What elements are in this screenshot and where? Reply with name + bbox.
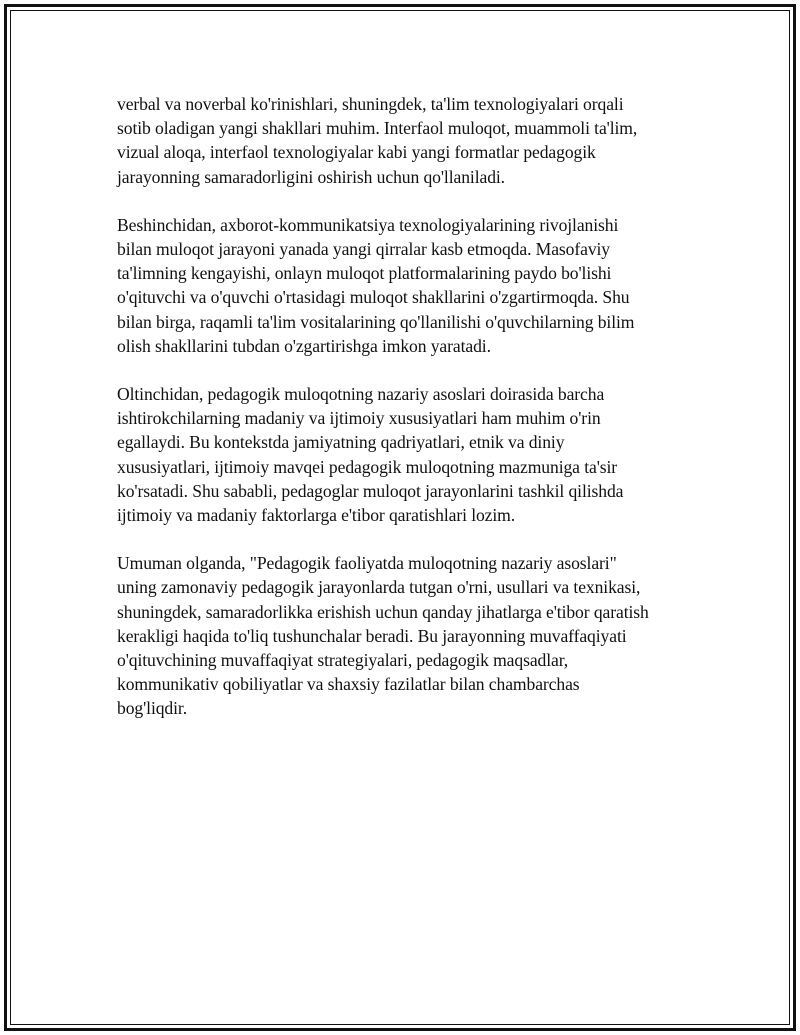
text-line: bilan birga, raqamli ta'lim vositalarining qo'llanilishi o'quvchilarning bilim [117, 311, 635, 332]
text-line: bog'liqdir. [117, 698, 188, 719]
text-line: verbal va noverbal ko'rinishlari, shuningdek, ta'lim texnologiyalari orqali [117, 94, 624, 114]
text-line: Oltinchidan, pedagogik muloqotning nazariy asoslari doirasida barcha [117, 384, 605, 405]
text-line: shuningdek, samaradorlikka erishish uchun qanday jihatlarga e'tibor qaratish [117, 601, 649, 622]
text-line: o'qituvchining muvaffaqiyat strategiyalari, pedagogik maqsadlar, [117, 650, 569, 671]
text-line: Beshinchidan, axborot-kommunikatsiya texnologiyalarining rivojlanishi [117, 214, 619, 235]
paragraph-4 [117, 551, 697, 720]
text-line: o'qituvchi va o'quvchi o'rtasidagi muloqot shakllarini o'zgartirmoqda. Shu [117, 287, 630, 308]
paragraph-1 [117, 92, 697, 189]
text-line: jarayonning samaradorligini oshirish uchun qo'llaniladi. [117, 166, 505, 187]
text-line: bilan muloqot jarayoni yanada yangi qirralar kasb etmoqda. Masofaviy [117, 239, 611, 260]
text-line: olish shakllarini tubdan o'zgartirishga imkon yaratadi. [117, 335, 491, 356]
text-line: xususiyatlari, ijtimoiy mavqei pedagogik muloqotning mazmuniga ta'sir [117, 456, 618, 477]
text-line: ta'limning kengayishi, onlayn muloqot platformalarining paydo bo'lishi [117, 263, 612, 284]
text-line: vizual aloqa, interfaol texnologiyalar kabi yangi formatlar pedagogik [117, 142, 596, 163]
text-line: uning zamonaviy pedagogik jarayonlarda tutgan o'rni, usullari va texnikasi, [117, 577, 641, 598]
text-line: ko'rsatadi. Shu sababli, pedagoglar muloqot jarayonlarini tashkil qilishda [117, 480, 624, 501]
text-line: egallaydi. Bu kontekstda jamiyatning qadriyatlari, etnik va diniy [117, 432, 565, 453]
text-line: kommunikativ qobiliyatlar va shaxsiy fazilatlar bilan chambarchas [117, 674, 580, 695]
paragraph-3 [117, 382, 697, 527]
text-line: sotib oladigan yangi shakllari muhim. Interfaol muloqot, muammoli ta'lim, [117, 118, 638, 139]
text-line: ishtirokchilarning madaniy va ijtimoiy xususiyatlari ham muhim o'rin [117, 408, 601, 429]
text-line: kerakligi haqida to'liq tushunchalar beradi. Bu jarayonning muvaffaqiyati [117, 625, 627, 646]
document-body [117, 92, 697, 745]
paragraph-2 [117, 213, 697, 358]
text-line: ijtimoiy va madaniy faktorlarga e'tibor qaratishlari lozim. [117, 505, 516, 526]
text-line: Umuman olganda, "Pedagogik faoliyatda muloqotning nazariy asoslari" [117, 553, 617, 574]
